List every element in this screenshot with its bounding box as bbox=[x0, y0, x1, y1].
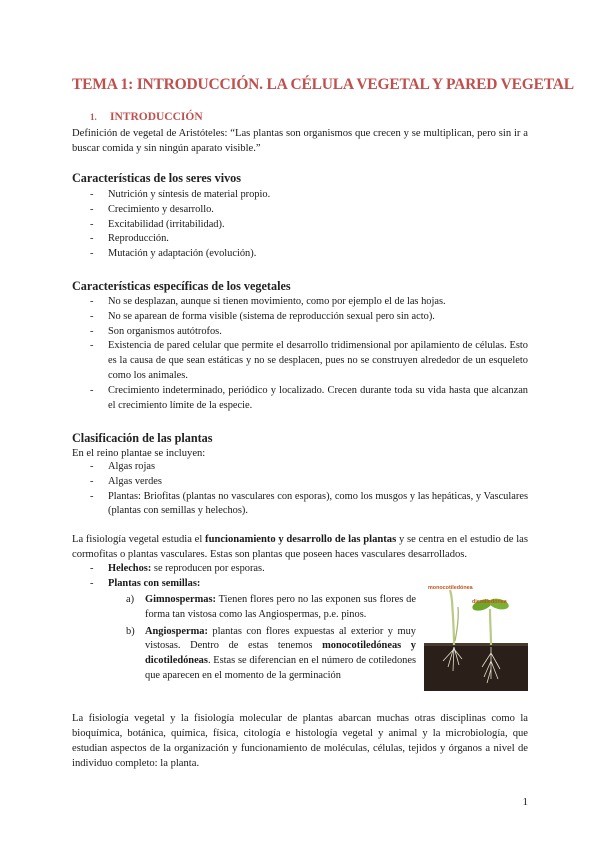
list-item: - Nutrición y síntesis de material propio. bbox=[90, 188, 528, 203]
list-item-helechos bbox=[90, 562, 410, 577]
definition-paragraph: Definición de vegetal de Aristóteles: “Las plantas son organismos que crecen y se multiplican, pero sin ir a buscar comida y sin ningún aparato visible.” bbox=[72, 128, 528, 154]
seedling-illustration bbox=[424, 579, 528, 691]
fisiologia-text-pre: La fisiología vegetal estudia el bbox=[72, 534, 206, 545]
gimnospermas-text: Tienen flores pero no las exponen sus flores de forma tan vistosa como las Angiospermas, p.e. pinos. bbox=[145, 594, 416, 620]
clasificacion-intro: En el reino plantae se incluyen: bbox=[72, 448, 206, 459]
sublist-item-gimnospermas bbox=[126, 593, 416, 623]
list-item: - Algas rojas bbox=[90, 460, 528, 475]
list-item: - Existencia de pared celular que permite el desarrollo tridimensional por apilamiento de células. Esto es la causa de que sean estáticas y no se desplacen, pues no se construyen alrededor de un esqueleto como los animales. bbox=[90, 339, 528, 383]
angiosperma-text-2: . Estas se diferencian en el número de cotiledones que aparecen en el momento de la germinación bbox=[145, 655, 416, 681]
list-vasculares bbox=[90, 562, 410, 592]
helechos-label: Helechos: bbox=[108, 563, 152, 574]
sublist-marker: b) bbox=[126, 625, 135, 637]
label-dicotiledonea: dicotiledónea bbox=[472, 599, 507, 605]
sublist-item-angiosperma bbox=[126, 625, 416, 684]
fisiologia-bold: funcionamiento y desarrollo de las plantas bbox=[205, 534, 397, 545]
angiosperma-bold-2: monocotiledóneas y dicotiledóneas bbox=[145, 640, 417, 667]
list-seres-vivos bbox=[90, 188, 528, 262]
list-item: - Algas verdes bbox=[90, 475, 528, 490]
page-number: 1 bbox=[522, 796, 528, 808]
monocot-leaf bbox=[455, 607, 458, 641]
fisiologia-text-post: y se centra en el estudio de las cormofitas o plantas vasculares. Estas son plantas que poseen haces vasculares desarrollados. bbox=[72, 534, 528, 560]
monocot-stem bbox=[450, 590, 454, 645]
soil-surface bbox=[424, 643, 528, 646]
sublist-semillas bbox=[126, 593, 416, 686]
list-item: - Plantas: Briofitas (plantas no vasculares con esporas), como los musgos y las hepáticas, y Vasculares (plantas con semillas y helechos). bbox=[90, 490, 528, 520]
helechos-text: se reproducen por esporas. bbox=[151, 563, 265, 574]
section-heading bbox=[90, 111, 203, 123]
heading-seres-vivos: Características de los seres vivos bbox=[72, 171, 242, 185]
document-title: TEMA 1: INTRODUCCIÓN. LA CÉLULA VEGETAL Y PARED VEGETAL bbox=[72, 76, 574, 93]
angiosperma-text-1: plantas con flores expuestas al exterior y muy vistosas. Dentro de estas tenemos bbox=[145, 625, 416, 652]
list-item: - No se aparean de forma visible (sistema de reproducción sexual pero sin acto). bbox=[90, 310, 528, 325]
section-number: 1. bbox=[90, 112, 97, 122]
heading-vegetales: Características específicas de los vegetales bbox=[72, 279, 291, 293]
fisiologia-paragraph bbox=[72, 532, 528, 562]
list-item-semillas bbox=[90, 577, 410, 592]
list-item: - No se desplazan, aunque si tienen movimiento, como por ejemplo el de las hojas. bbox=[90, 295, 528, 310]
sublist-marker: a) bbox=[126, 594, 135, 605]
closing-paragraph: La fisiología vegetal y la fisiología molecular de plantas abarcan muchas otras disciplinas como la bioquímica, botánica, química, física, citología e histología vegetal y animal y la microbiología, que estudian aspectos de la organización y funcionamiento de moléculas, células, tejidos y órganos a nivel de individuo completo: la planta. bbox=[72, 713, 528, 769]
list-clasificacion bbox=[90, 460, 528, 519]
list-item: - Crecimiento y desarrollo. bbox=[90, 203, 528, 218]
angiosperma-label: Angiosperma: bbox=[145, 625, 208, 637]
list-item: - Crecimiento indeterminado, periódico y localizado. Crecen durante toda su vida hasta que alcanzan el crecimiento límite de la especie. bbox=[90, 384, 528, 414]
list-vegetales bbox=[90, 295, 528, 413]
germination-figure bbox=[424, 579, 528, 691]
dicot-stem bbox=[490, 609, 491, 645]
list-item: - Excitabilidad (irritabilidad). bbox=[90, 218, 528, 233]
gimnospermas-label: Gimnospermas: bbox=[145, 594, 216, 605]
list-item: - Mutación y adaptación (evolución). bbox=[90, 247, 528, 262]
list-item: - Reproducción. bbox=[90, 232, 528, 247]
heading-clasificacion: Clasificación de las plantas bbox=[72, 431, 213, 445]
section-label: INTRODUCCIÓN bbox=[110, 111, 203, 123]
list-item: - Son organismos autótrofos. bbox=[90, 325, 528, 340]
label-monocotiledonea: monocotiledónea bbox=[428, 585, 473, 591]
soil bbox=[424, 645, 528, 691]
semillas-label: Plantas con semillas: bbox=[108, 577, 201, 589]
